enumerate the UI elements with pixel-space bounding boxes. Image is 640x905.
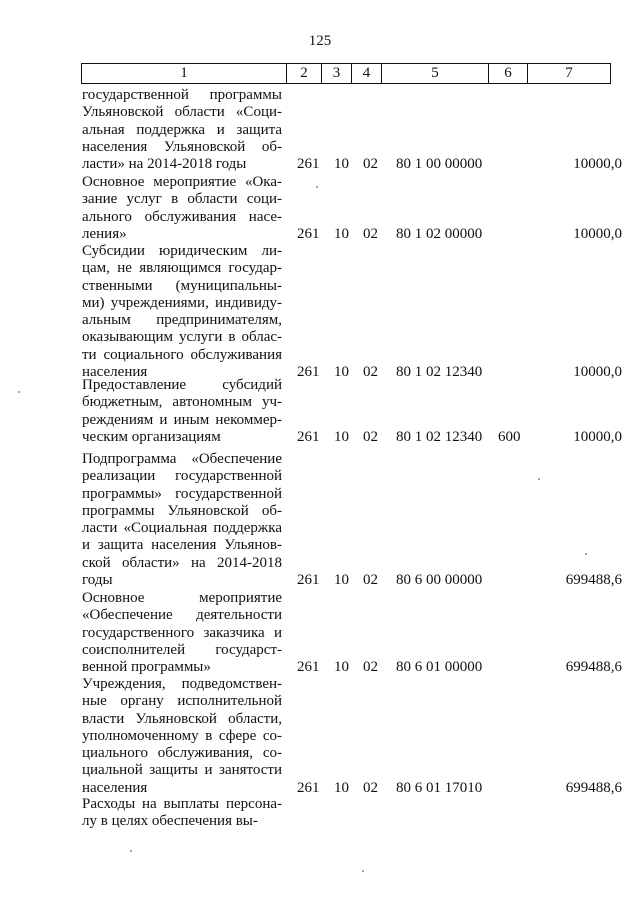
table-row [82, 377, 622, 446]
row-admin-code: 261 [297, 225, 320, 242]
table-row [82, 243, 622, 381]
description-line: реализации государственной [82, 468, 282, 485]
description-line: уполномоченному в сфере со- [82, 727, 282, 744]
description-line: ные органу исполнительной [82, 693, 282, 710]
description-line: ласти» на 2014-2018 годы [82, 156, 247, 173]
row-subsection-code: 02 [363, 779, 378, 796]
description-line: оказывающим услуги в облас- [82, 329, 282, 346]
description-line: бюджетным, автономным уч- [82, 394, 282, 411]
description-line: Подпрограмма «Обеспечение [82, 451, 282, 467]
row-target-article-code: 80 1 02 00000 [396, 225, 483, 242]
row-section-code: 10 [334, 572, 349, 589]
row-expense-type-code: 600 [498, 428, 521, 445]
row-subsection-code: 02 [363, 428, 378, 445]
description-line: ласти «Социальная поддержка [82, 520, 282, 537]
description-line: ления» [82, 225, 127, 242]
row-amount: 699488,6 [565, 572, 622, 589]
description-line: венной программы» [82, 659, 211, 676]
description-line: Расходы на выплаты персона- [82, 796, 282, 812]
row-target-article-code: 80 6 01 00000 [396, 659, 483, 676]
table-row [82, 451, 622, 589]
row-admin-code: 261 [297, 659, 320, 676]
description-line: зание услуг в области соци- [82, 191, 282, 208]
description-line: альным предпринимателям, [82, 312, 282, 329]
row-admin-code: 261 [297, 364, 320, 381]
scan-speck [18, 391, 20, 393]
scan-speck [362, 870, 364, 872]
row-target-article-code: 80 6 00 00000 [396, 572, 483, 589]
row-target-article-code: 80 1 02 12340 [396, 364, 483, 381]
column-header-target-article: 5 [382, 64, 489, 84]
column-header-table [81, 63, 611, 84]
row-section-code: 10 [334, 779, 349, 796]
row-description [82, 451, 282, 589]
column-header-row [82, 64, 611, 84]
description-line: населения [82, 364, 148, 381]
scan-speck [538, 478, 540, 480]
column-header-expense-type: 6 [489, 64, 528, 84]
description-line: и защита населения Ульянов- [82, 537, 282, 554]
table-row [82, 676, 622, 797]
description-line: Учреждения, подведомствен- [82, 676, 282, 692]
row-amount: 10000,0 [573, 428, 622, 445]
row-admin-code: 261 [297, 428, 320, 445]
row-description [82, 87, 282, 173]
row-description [82, 796, 282, 831]
description-line: власти Ульяновской области, [82, 710, 282, 727]
row-section-code: 10 [334, 364, 349, 381]
row-amount: 10000,0 [573, 364, 622, 381]
row-subsection-code: 02 [363, 572, 378, 589]
column-header-section: 3 [322, 64, 352, 84]
row-section-code: 10 [334, 428, 349, 445]
row-admin-code: 261 [297, 156, 320, 173]
column-header-description: 1 [82, 64, 287, 84]
description-line: годы [82, 572, 113, 589]
description-line: ти социального обслуживания [82, 346, 282, 363]
description-line: населения Ульяновской об- [82, 138, 282, 155]
row-description [82, 174, 282, 243]
description-line: лу в целях обеспечения вы- [82, 813, 258, 830]
scan-speck [585, 553, 587, 555]
description-line: программы Ульяновской об- [82, 502, 282, 519]
row-subsection-code: 02 [363, 225, 378, 242]
scan-speck [130, 850, 132, 852]
row-admin-code: 261 [297, 779, 320, 796]
row-section-code: 10 [334, 659, 349, 676]
table-row [82, 174, 622, 243]
description-line: государственного заказчика и [82, 624, 282, 641]
description-line: Основное мероприятие [82, 590, 282, 606]
description-line: ственными (муниципальны- [82, 277, 282, 294]
row-description [82, 377, 282, 446]
description-line: циальной защиты и занятости [82, 762, 282, 779]
row-amount: 699488,6 [565, 659, 622, 676]
row-section-code: 10 [334, 225, 349, 242]
description-line: соисполнителей государст- [82, 641, 282, 658]
row-amount: 10000,0 [573, 225, 622, 242]
table-row [82, 796, 622, 831]
description-line: Ульяновской области «Соци- [82, 104, 282, 121]
column-header-amount: 7 [528, 64, 611, 84]
description-line: ального обслуживания насе- [82, 208, 282, 225]
description-line: ской области» на 2014-2018 [82, 554, 282, 571]
row-description [82, 676, 282, 797]
row-description [82, 590, 282, 676]
description-line: государственной программы [82, 87, 282, 103]
description-line: «Обеспечение деятельности [82, 607, 282, 624]
column-header-admin: 2 [287, 64, 322, 84]
row-description [82, 243, 282, 381]
row-target-article-code: 80 1 02 12340 [396, 428, 483, 445]
description-line: Субсидии юридическим ли- [82, 243, 282, 259]
row-amount: 699488,6 [565, 779, 622, 796]
description-line: программы» государственной [82, 485, 282, 502]
description-line: циального обслуживания, со- [82, 745, 282, 762]
row-target-article-code: 80 1 00 00000 [396, 156, 483, 173]
row-admin-code: 261 [297, 572, 320, 589]
table-row [82, 590, 622, 677]
row-subsection-code: 02 [363, 659, 378, 676]
description-line: ческим организациям [82, 428, 221, 445]
page-number: 125 [308, 33, 332, 49]
row-subsection-code: 02 [363, 364, 378, 381]
table-row [82, 87, 622, 174]
description-line: населения [82, 779, 148, 796]
description-line: цам, не являющимся государ- [82, 260, 282, 277]
description-line: альная поддержка и защита [82, 121, 282, 138]
row-target-article-code: 80 6 01 17010 [396, 779, 483, 796]
description-line: Предоставление субсидий [82, 377, 282, 393]
row-subsection-code: 02 [363, 156, 378, 173]
row-amount: 10000,0 [573, 156, 622, 173]
scan-speck [316, 186, 318, 188]
description-line: Основное мероприятие «Ока- [82, 174, 282, 190]
description-line: реждениям и иным некоммер- [82, 411, 282, 428]
row-section-code: 10 [334, 156, 349, 173]
description-line: ми) учреждениями, индивиду- [82, 294, 282, 311]
column-header-subsection: 4 [352, 64, 382, 84]
